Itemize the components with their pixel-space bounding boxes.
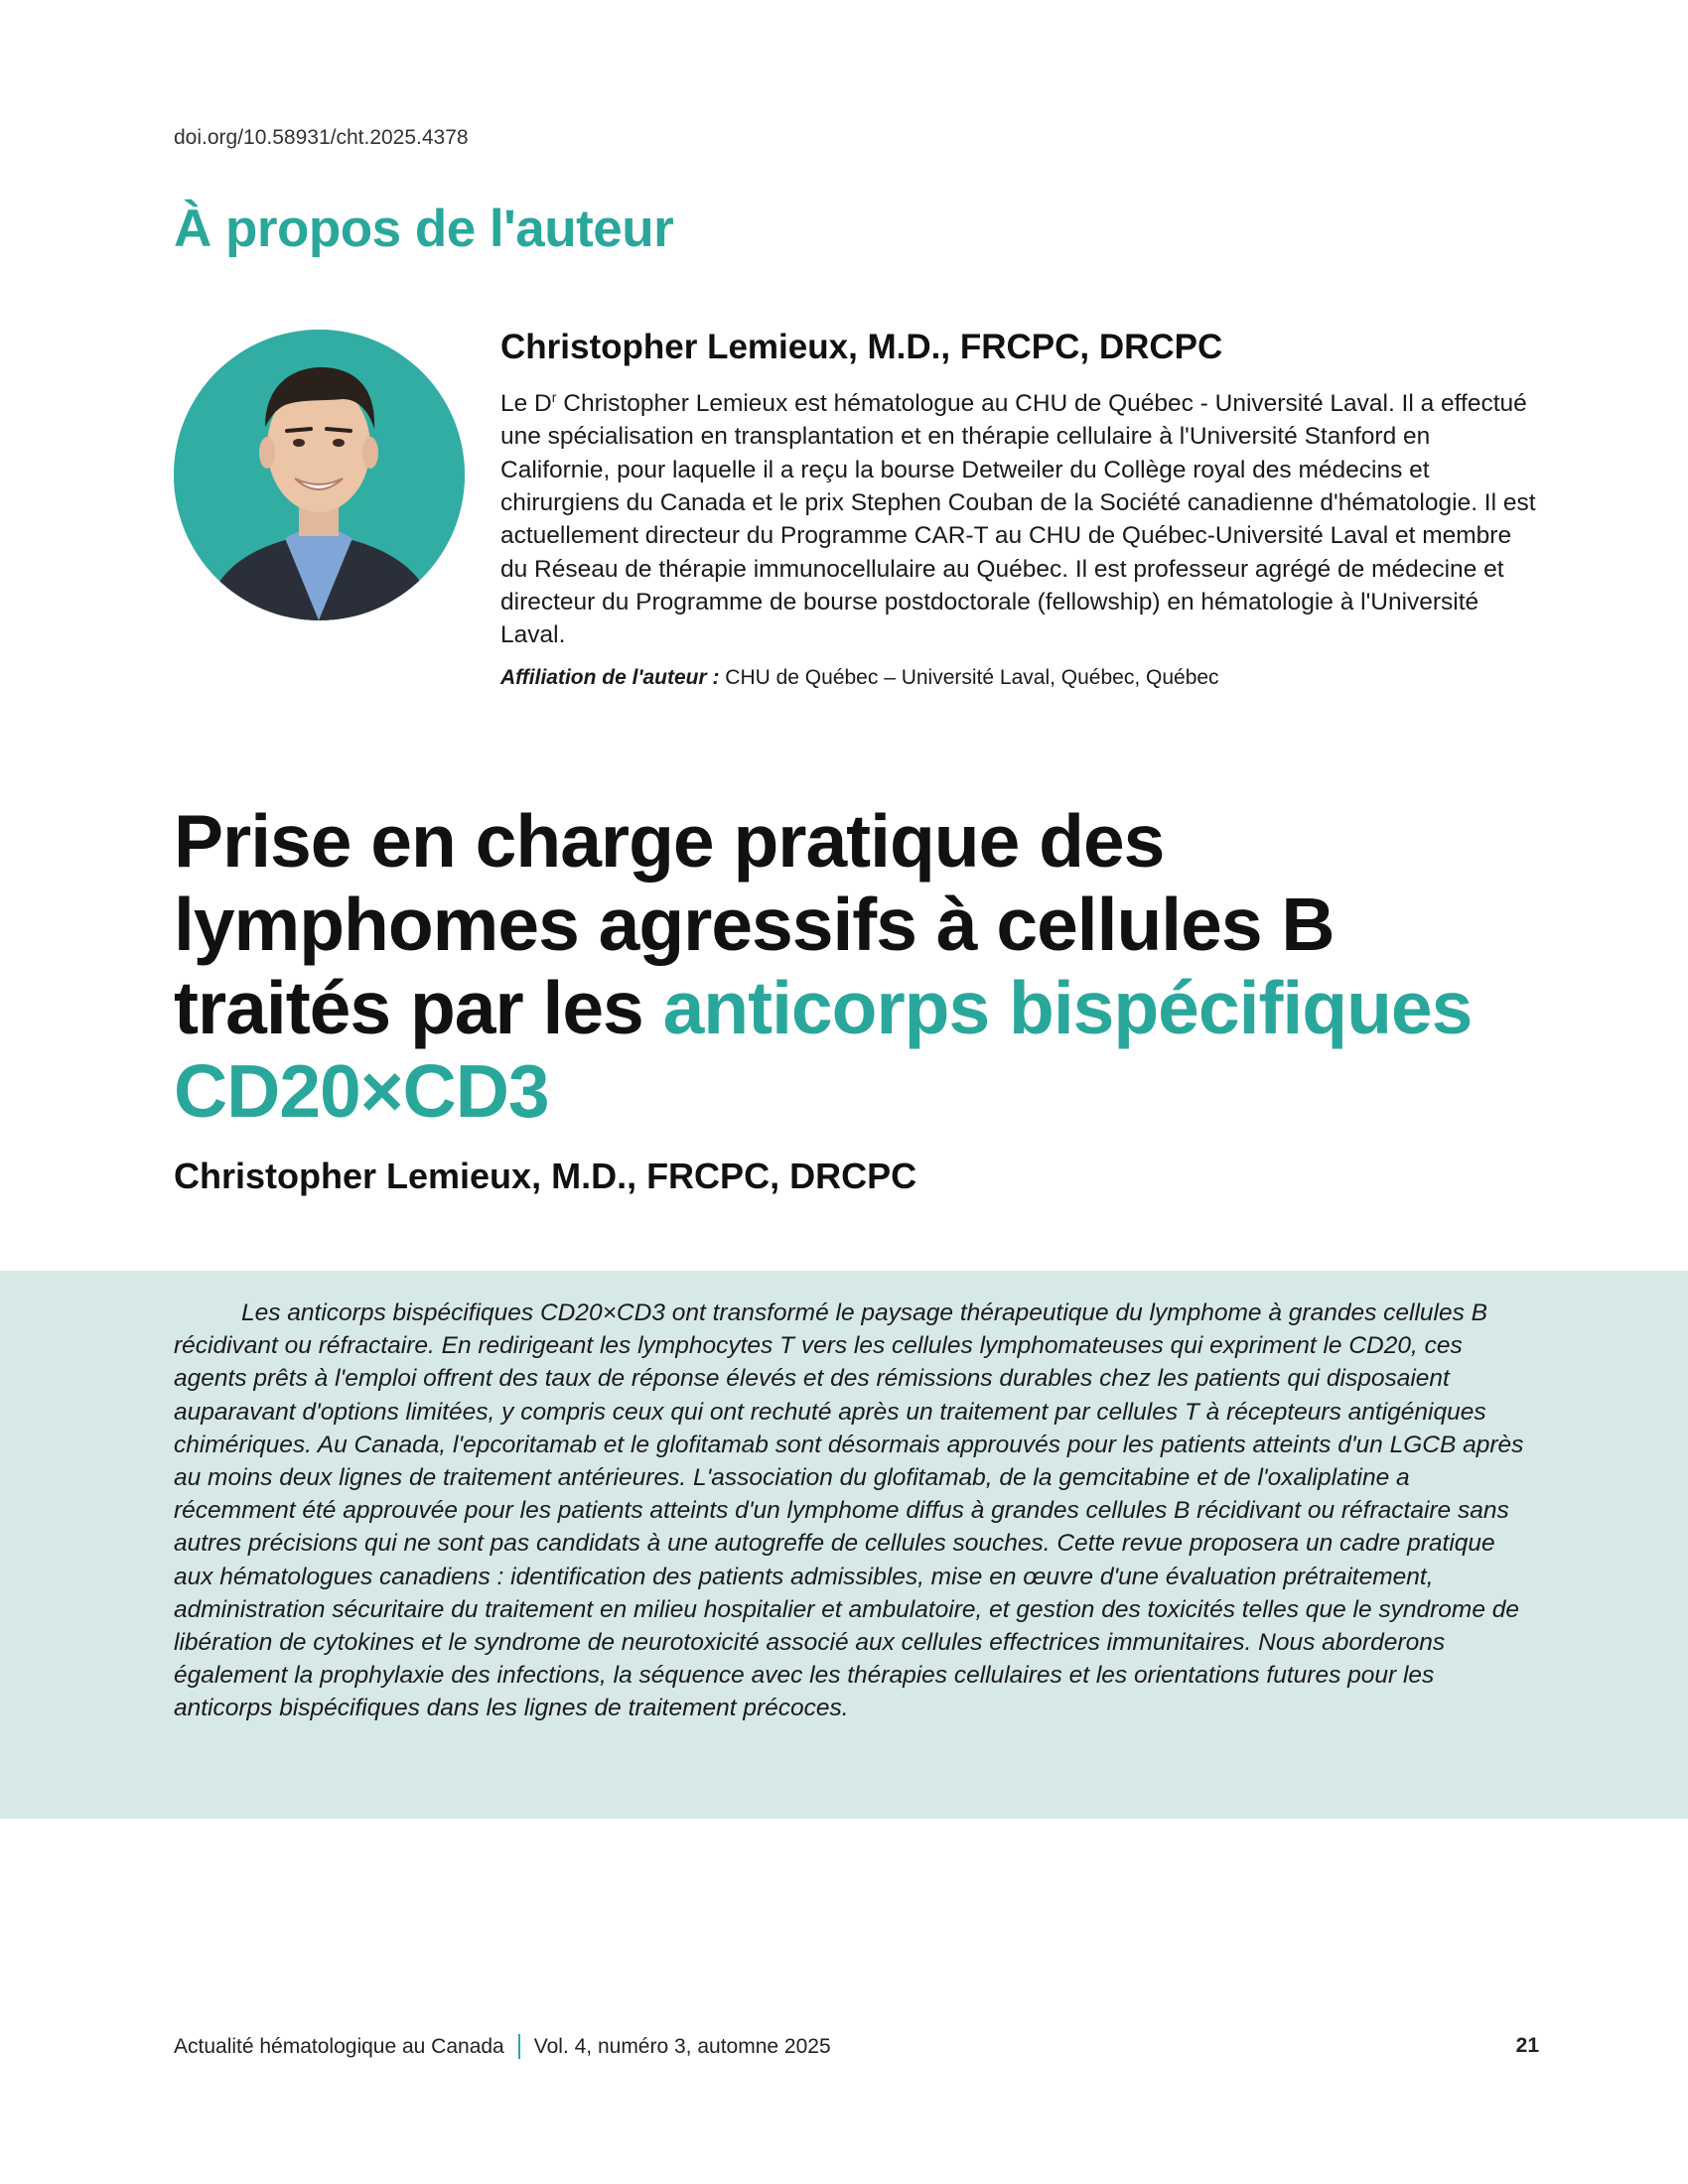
author-affiliation: [500, 666, 1541, 690]
affiliation-label: Affiliation de l'auteur :: [500, 665, 720, 689]
author-name: Christopher Lemieux, M.D., FRCPC, DRCPC: [500, 328, 1223, 366]
abstract-box: [0, 1271, 1688, 1819]
author-bio-block: [500, 328, 1541, 690]
article-title-accent: anticorps bispécifiques CD20×CD3: [174, 966, 1473, 1133]
footer-separator: [518, 2034, 520, 2059]
about-author-heading: À propos de l'auteur: [174, 200, 674, 258]
article-title-main: Prise en charge pratique des lymphomes agressifs à cellules B traités par les: [174, 799, 1335, 1049]
article-title: [174, 799, 1564, 1133]
bio-prefix: Le D: [500, 390, 552, 418]
abstract-text: Les anticorps bispécifiques CD20×CD3 ont transformé le paysage thérapeutique du lymphome à grandes cellules B récidivant ou réfractaire. En redirigeant les lymphocytes T vers les cellules lymphomateuses qui expriment le CD20, ces agents prêts à l'emploi offrent des taux de réponse élevés et des rémissions durables chez les patients qui disposaient auparavant d'options limitées, y compris ceux qui ont rechuté après un traitement par cellules T à récepteurs antigéniques chimériques. Au Canada, l'epcoritamab et le glofitamab sont désormais approuvés pour les patients atteints d'un LGCB après au moins deux lignes de traitement antérieures. L'association du glofitamab, de la gemcitabine et de l'oxaliplatine a récemment été approuvée pour les patients atteints d'un lymphome diffus à grandes cellules B récidivant ou réfractaire sans autres précisions qui ne sont pas candidats à une autogreffe de cellules souches. Cette revue proposera un cadre pratique aux hématologues canadiens : identification des patients admissibles, mise en œuvre d'une évaluation prétraitement, administration sécuritaire du traitement en milieu hospitalier et ambulatoire, et gestion des toxicités telles que le syndrome de libération de cytokines et le syndrome de neurotoxicité associé aux cellules effectrices immunitaires. Nous aborderons également la prophylaxie des infections, la séquence avec les thérapies cellulaires et les orientations futures pour les anticorps bispécifiques dans les lignes de traitement précoces.: [174, 1299, 1524, 1722]
affiliation-value: CHU de Québec – Université Laval, Québec, Québec: [719, 665, 1219, 689]
footer-journal: Actualité hématologique au Canada: [174, 2034, 504, 2058]
bio-body: Christopher Lemieux est hématologue au CHU de Québec - Université Laval. Il a effectué une spécialisation en transplantation et en thérapie cellulaire à l'Université Stanford en Californie, pour laquelle il a reçu la bourse Detweiler du Collège royal des médecins et chirurgiens du Canada et le prix Stephen Couban de la Société canadienne d'hématologie. Il est actuellement directeur du Programme CAR-T au CHU de Québec-Université Laval et membre du Réseau de thérapie immunocellulaire au Québec. Il est professeur agrégé de médecine et directeur du Programme de bourse postdoctorale (fellowship) en hématologie à l'Université Laval.: [500, 390, 1536, 649]
footer-issue: Vol. 4, numéro 3, automne 2025: [533, 2034, 831, 2058]
page-footer: [174, 2034, 1539, 2064]
page-number: 21: [1515, 2034, 1539, 2057]
doi-link[interactable]: doi.org/10.58931/cht.2025.4378: [174, 126, 469, 149]
article-byline: Christopher Lemieux, M.D., FRCPC, DRCPC: [174, 1156, 917, 1196]
author-bio: [500, 381, 1541, 652]
bio-superscript: r: [551, 389, 557, 405]
author-photo: [174, 330, 465, 620]
